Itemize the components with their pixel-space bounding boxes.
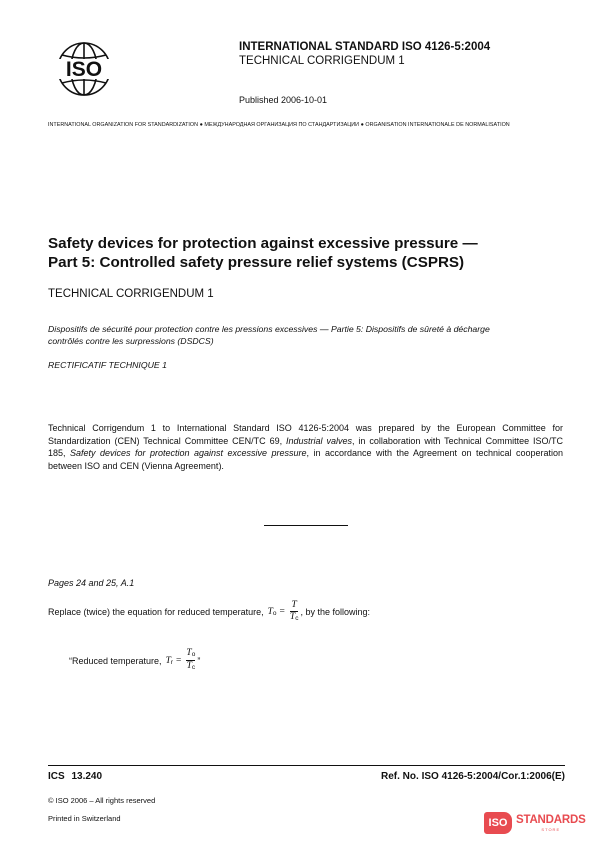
quote-end-text: ” bbox=[197, 655, 201, 666]
equation-1-lhs: To bbox=[267, 607, 277, 617]
french-title bbox=[48, 323, 568, 347]
replace-instruction bbox=[48, 600, 370, 624]
equation-2-denominator: Tc bbox=[186, 661, 196, 671]
equation-1-equals: = bbox=[279, 607, 285, 617]
equation-2-numerator: To bbox=[186, 648, 196, 658]
ics-code: ICS 13.240 bbox=[48, 771, 103, 782]
badge-main-text: STANDARDS bbox=[516, 814, 586, 826]
committee-name-italic: Industrial valves bbox=[286, 435, 352, 446]
iso-logo-text: ISO bbox=[65, 58, 103, 81]
footer-rule bbox=[48, 765, 565, 766]
badge-iso-icon: ISO bbox=[484, 812, 512, 834]
iso-logo bbox=[49, 40, 119, 98]
pages-reference: Pages 24 and 25, A.1 bbox=[48, 578, 135, 588]
equation-1-fraction bbox=[290, 600, 299, 624]
equation-2-lhs: Tr bbox=[165, 655, 174, 666]
equation-2-fraction bbox=[186, 648, 195, 673]
document-title bbox=[48, 234, 568, 272]
quote-start-text: “Reduced temperature, bbox=[69, 655, 162, 666]
intro-text-3: , in accordance with the Agreement on technical cooperation between ISO and CEN (Vienna Agreement). bbox=[48, 448, 563, 471]
french-title-line-1: Dispositifs de sécurité pour protection contre les pressions excessives — Partie 5: Dispositifs de sûreté à décharge bbox=[48, 324, 490, 334]
french-tc-label: RECTIFICATIF TECHNIQUE 1 bbox=[48, 360, 167, 370]
equation-1-denominator: Tc bbox=[289, 612, 299, 622]
equation-1-numerator: T bbox=[291, 600, 297, 610]
printed-location: Printed in Switzerland bbox=[48, 814, 121, 823]
intro-text-1: Technical Corrigendum 1 to International Standard ISO 4126-5:2004 was prepared by the European Committee for Standardization (CEN) Technical Committee CEN/TC 69, bbox=[48, 423, 563, 446]
intro-text-2: , in collaboration with Technical Committee ISO/TC 185, bbox=[48, 435, 564, 459]
title-line-2: Part 5: Controlled safety pressure relief systems (CSPRS) bbox=[48, 254, 465, 271]
iso-committee-name-italic: Safety devices for protection against excessive pressure bbox=[70, 448, 307, 459]
corrigendum-label: TECHNICAL CORRIGENDUM 1 bbox=[239, 55, 405, 67]
standard-title: INTERNATIONAL STANDARD ISO 4126-5:2004 bbox=[239, 41, 491, 53]
iso-standards-store-badge[interactable] bbox=[484, 812, 586, 834]
reference-number: Ref. No. ISO 4126-5:2004/Cor.1:2006(E) bbox=[381, 771, 565, 782]
french-title-line-2: contrôlés contre les surpressions (DSDCS) bbox=[48, 336, 214, 346]
replacement-equation bbox=[69, 648, 200, 673]
organization-line: INTERNATIONAL ORGANIZATION FOR STANDARDIZATION ● МЕЖДУНАРОДНАЯ ОРГАНИЗАЦИЯ ПО СТАНДАРТИЗАЦИИ ● ORGANISATION INTERNATIONALE DE NORMALISATION bbox=[48, 122, 510, 128]
published-date: Published 2006-10-01 bbox=[239, 95, 328, 105]
technical-corrigendum-label: TECHNICAL CORRIGENDUM 1 bbox=[48, 288, 214, 300]
replace-text: Replace (twice) the equation for reduced temperature, bbox=[48, 607, 264, 617]
equation-2-equals: = bbox=[176, 655, 182, 666]
badge-small-text: STORE bbox=[541, 827, 561, 832]
replace-end-text: , by the following: bbox=[300, 607, 370, 617]
copyright-notice: © ISO 2006 – All rights reserved bbox=[48, 796, 156, 805]
section-divider bbox=[264, 525, 348, 526]
title-line-1: Safety devices for protection against excessive pressure — bbox=[48, 235, 478, 252]
intro-paragraph bbox=[48, 422, 563, 472]
